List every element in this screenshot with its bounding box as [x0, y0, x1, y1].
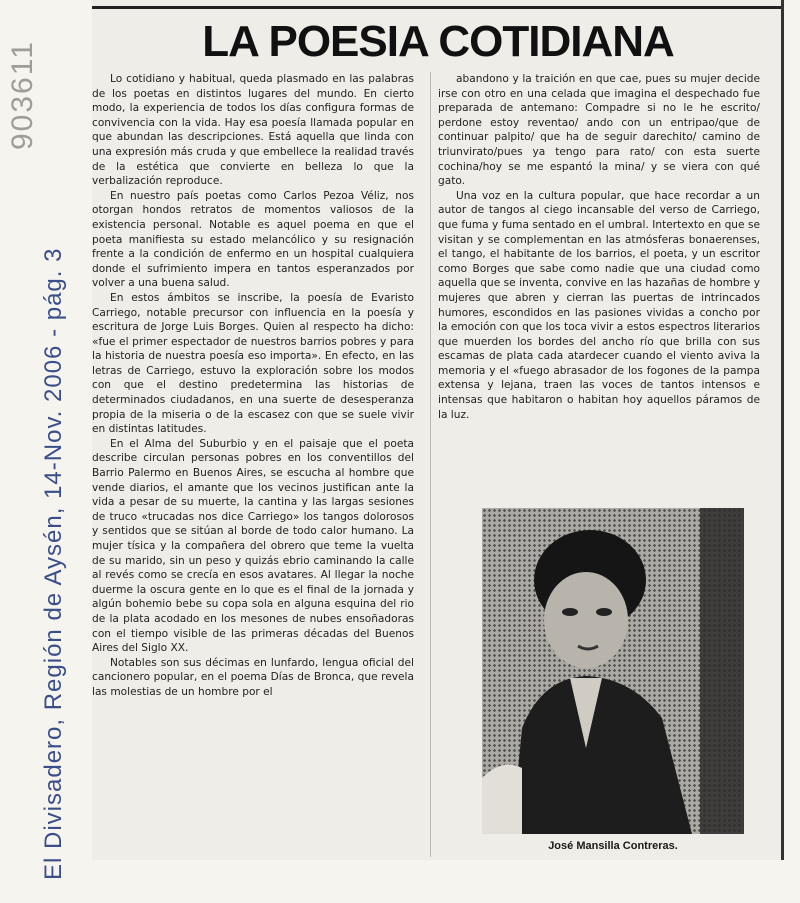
- paragraph: En el Alma del Suburbio y en el paisaje que el poeta describe circulan personas pobres en los conventillos del Barrio Palermo en Buenos Aires, se escucha al hombre que vende diarios, el amante que los vecinos justifican ante la vida a pesar de su muerte, la cantina y las largas sesiones de truco «trucadas nos dice Carriego» los tangos dolorosos y sentidos que se sitúan al borde de todo calor humano. La mujer tísica y la compañera del obrero que teme la vuelta de su marido, sin un peso y quizás ebrio caminando la calle al revés como se crecía en esos avatares. Al llegar la noche duerme la oscura gente en lo que es el final de la jornada y algún bohemio bebe su copa sola en alguna esquina del rio de la plata acodado en los mesones de nubes ensoñadoras con el tiempo visible de las primeras décadas del Buenos Aires del Siglo XX.: [92, 437, 414, 655]
- top-rule: [92, 6, 784, 9]
- paragraph: En nuestro país poetas como Carlos Pezoa Véliz, nos otorgan hondos retratos de momentos valiosos de la existencia personal. Notable es aquel poema en que el poeta manifiesta su estado melancólico y su resignación frente a la condición de enfermo en un hospital cualquiera donde el sufrimiento impera en tantos esperanzados por volver a una buena salud.: [92, 189, 414, 290]
- paragraph: Una voz en la cultura popular, que hace recordar a un autor de tangos al ciego incansable del verso de Carriego, que fuma y fuma sentado en el umbral. Intertexto en que se visitan y se complementan en las atmósferas bonaerenses, el tango, el habitante de los barrios, el poeta, y un escritor como Borges que sabe como nadie que una ciudad como aquella que se inventa, convive en las hazañas de hombre y mujeres que abren y cierran las puertas de intrincados humores, escondidos en las pasiones vividas a concho por la emoción con que los toca vivir a estos espectros literarios que muerden los bordes del ancho río que brilla con sus escamas de plata cada atardecer cuando el viento aviva la memoria y el «fuego abrasador de los fogones de la pampa extensa y lejana, traen las voces de tantos intensos e intensas que habitaron o habitan hoy aquellos páramos de la luz.: [438, 189, 760, 421]
- handwritten-source-note: El Divisadero, Región de Aysén, 14-Nov. 2006 - pág. 3: [40, 247, 67, 880]
- paragraph: En estos ámbitos se inscribe, la poesía de Evaristo Carriego, notable precursor con influencia en la poesía y escritura de Jorge Luis Borges. Quien al respecto ha dicho: «fue el primer espectador de nuestros barrios pobres y para la historia de nuestra poesía eso importa». En efecto, en las letras de Carriego, estuvo la exploración sobre los modos con que el destino predetermina las historias de determinados ciudadanos, en una suerte de desesperanza propia de la miseria o de la escasez con que se suele vivir en distintas latitudes.: [92, 291, 414, 436]
- paragraph: abandono y la traición en que cae, pues su mujer decide irse con otro en una celada que imagina el despechado fue preparada de antemano: Compadre si no le he escrito/ perdone estoy reventao/ ando con un entripao/que de continuar palpito/ que ha de seguir darechito/ camino de triunvirato/pues ya tengo para rato/ con esta suerte cochina/hoy se me espantó la mina/ y se viera con qué gato.: [438, 73, 760, 188]
- right-edge-rule: [781, 0, 784, 860]
- paragraph: Notables son sus décimas en lunfardo, lengua oficial del cancionero popular, en el poema Días de Bronca, que revela las molestias de un hombre por el: [92, 656, 414, 698]
- archive-code: 903611: [6, 40, 39, 150]
- right-column: [438, 72, 760, 492]
- column-divider: [430, 72, 431, 857]
- portrait-silhouette: [482, 508, 744, 834]
- paragraph: Lo cotidiano y habitual, queda plasmado en las palabras de los poetas en distintos lugares del mundo. En cierto modo, la experiencia de todos los días configura formas de convivencia con la vida. Hay esa poesía llamada popular en que abundan las descripciones. Está aquella que linda con una expresión más cruda y que embellece la realidad través de la estética que convierte en belleza lo que la verbalización reproduce.: [92, 73, 414, 188]
- photo-caption: José Mansilla Contreras.: [548, 840, 678, 852]
- article-title: LA POESIA COTIDIANA: [202, 17, 674, 66]
- left-column: [92, 72, 414, 858]
- author-photo: [482, 508, 744, 834]
